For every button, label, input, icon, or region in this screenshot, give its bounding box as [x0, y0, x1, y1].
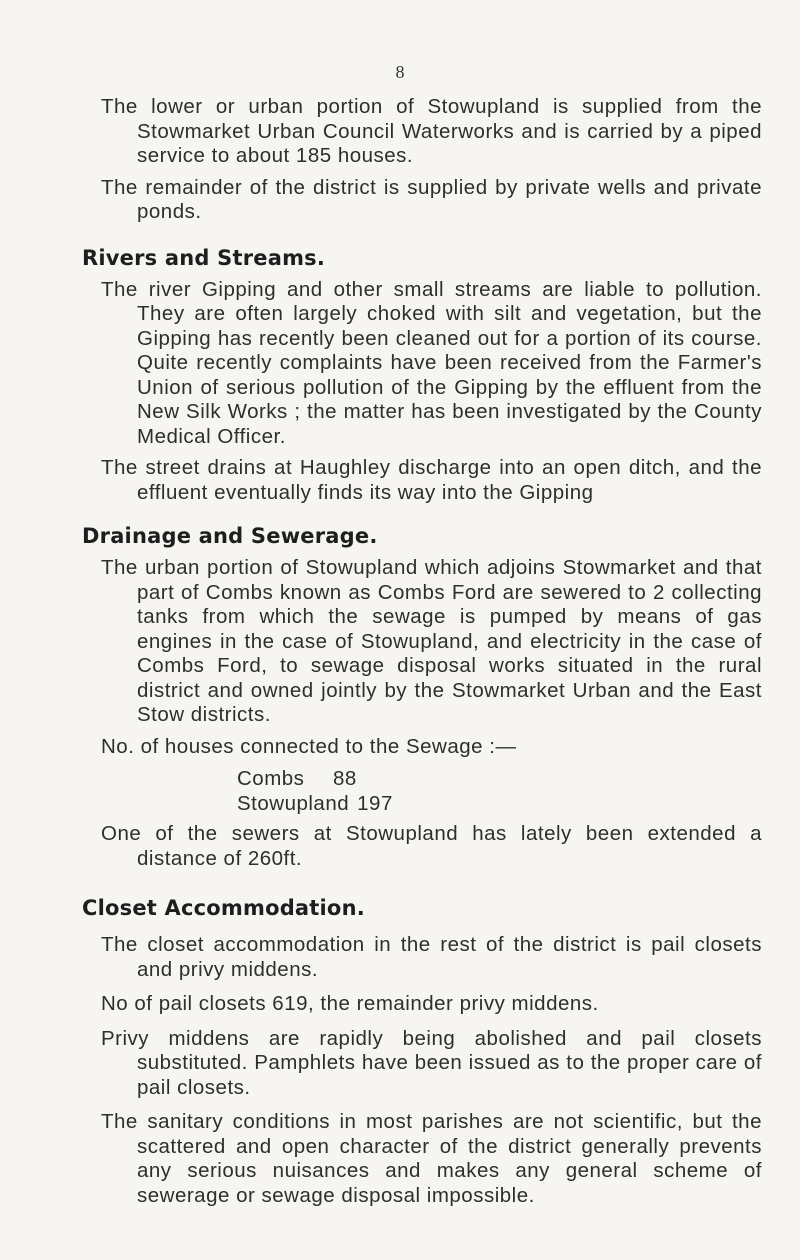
table-row: [237, 791, 762, 816]
page-body: [82, 95, 762, 1218]
haughley-drains-paragraph: The street drains at Haughley discharge into an open ditch, and the effluent eventually finds its way into the Gipping: [101, 456, 762, 504]
place-name: Combs: [237, 767, 305, 790]
water-supply-paragraph: The lower or urban portion of Stowupland is supplied from the Stowmarket Urban Council Waterworks and is carried by a piped service to about 185 houses.: [101, 95, 762, 167]
closet-heading: Closet Accommodation.: [82, 896, 365, 920]
page-number: 8: [395, 62, 405, 82]
private-wells-paragraph: The remainder of the district is supplied by private wells and private ponds.: [101, 175, 762, 223]
house-count: 88: [333, 767, 357, 790]
sewerage-paragraph: The urban portion of Stowupland which adjoins Stowmarket and that part of Combs known as Combs Ford are sewered to 2 collecting tanks from which the sewage is pumped by means of gas engines in the case of Stowupland, and electricity in the case of Combs Ford, to sewage disposal works situated in the rural district and owned jointly by the Stowmarket Urban and the East Stow districts.: [101, 556, 762, 726]
house-count: 197: [357, 792, 393, 815]
pail-closets-count-paragraph: No of pail closets 619, the remainder privy middens.: [101, 992, 599, 1015]
sanitary-conditions-paragraph: The sanitary conditions in most parishes are not scientific, but the scattered and open character of the district generally prevents any serious nuisances and makes any general scheme of sewerage or sewage disposal impossible.: [101, 1110, 762, 1207]
place-name: Stowupland: [237, 792, 350, 815]
rivers-pollution-paragraph: The river Gipping and other small streams are liable to pollution. They are often largely choked with silt and vegetation, but the Gipping has recently been cleaned out for a portion of its course. Quite recently complaints have been received from the Farmer's Union of serious pollution of the Gipping by the effluent from the New Silk Works ; the matter has been investigated by the County Medical Officer.: [101, 277, 762, 448]
closet-accommodation-paragraph: The closet accommodation in the rest of the district is pail closets and privy middens.: [101, 933, 762, 981]
table-row: [237, 766, 762, 791]
privy-middens-paragraph: Privy middens are rapidly being abolished and pail closets substituted. Pamphlets have been issued as to the proper care of pail closets.: [101, 1026, 762, 1099]
houses-connected-table: [237, 766, 762, 816]
houses-connected-label: No. of houses connected to the Sewage :—: [101, 734, 517, 758]
drainage-heading: Drainage and Sewerage.: [82, 524, 378, 548]
rivers-heading: Rivers and Streams.: [82, 245, 326, 270]
sewer-extension-paragraph: One of the sewers at Stowupland has lately been extended a distance of 260ft.: [101, 822, 762, 870]
